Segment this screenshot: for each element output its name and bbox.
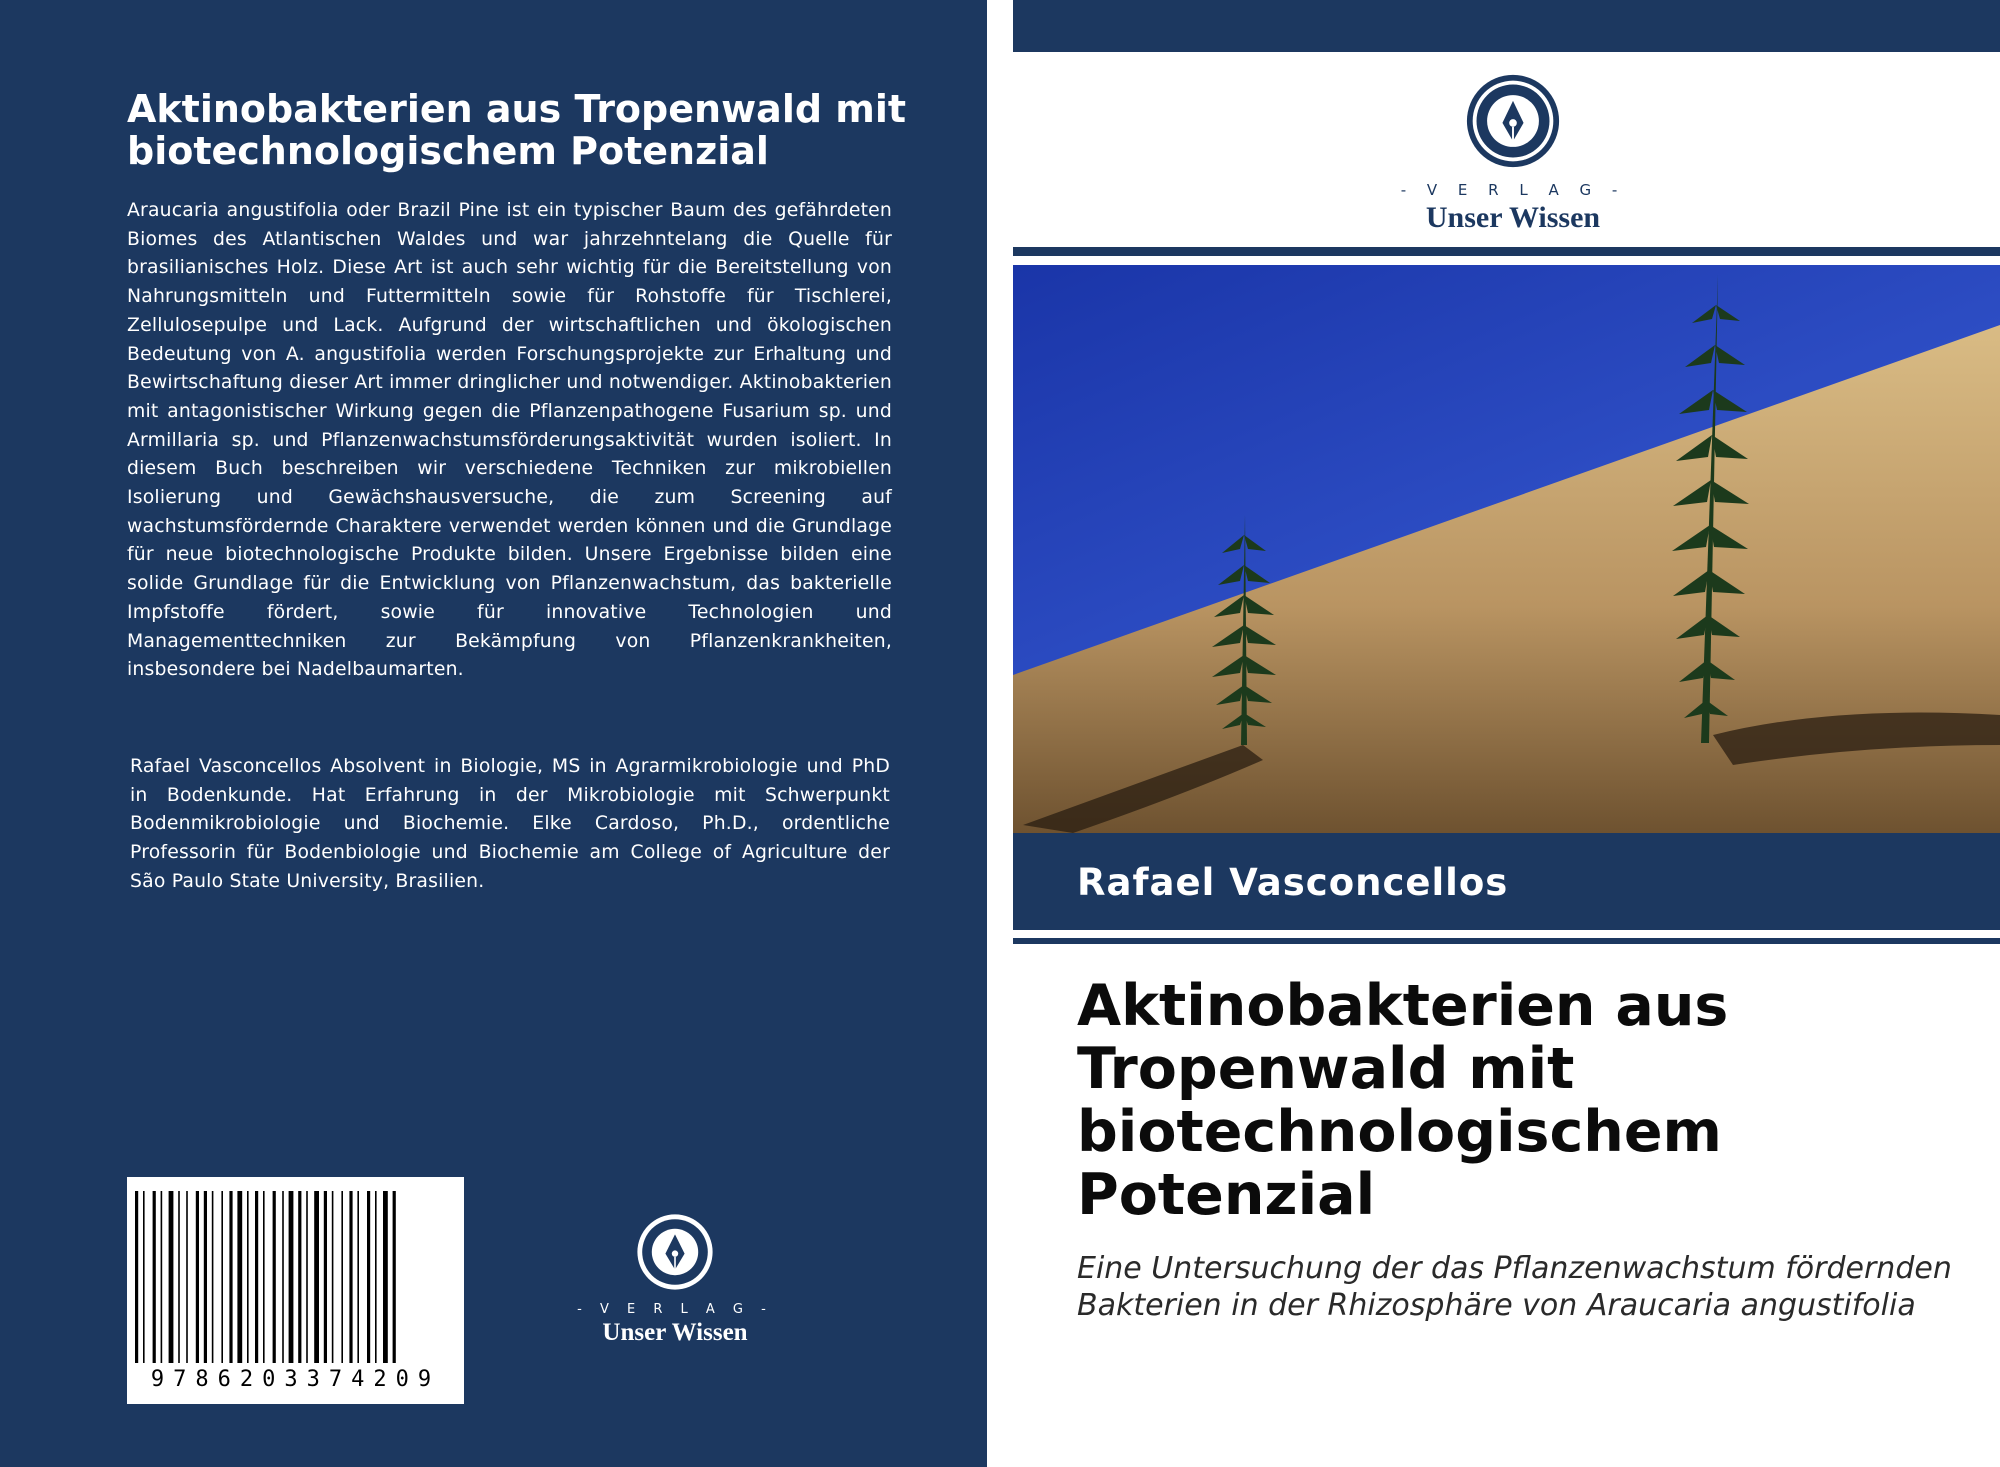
isbn-digits: 9786203374209 [150,1367,441,1392]
publisher-name: Unser Wissen [1425,201,1601,234]
isbn-barcode [127,1177,464,1404]
back-publisher-logo [575,1212,775,1347]
back-cover-title: Aktinobakterien aus Tropenwald mit biotechnologischem Potenzial [127,87,907,173]
book-subtitle: Eine Untersuchung der das Pflanzenwachstum fördernden Bakterien in der Rhizosphäre von Araucaria angustifolia [1077,1251,1952,1323]
verlag-label: - V E R L A G - [1400,181,1626,199]
top-rule [1013,247,2000,256]
front-cover [1013,0,2000,1467]
back-cover-blurb: Araucaria angustifolia oder Brazil Pine ist ein typischer Baum des gefährdeten Biomes des Atlantischen Waldes und war jahrzehntelang die Quelle für brasilianisches Holz. Diese Art ist auch sehr wichtig für die Bereitstellung von Nahrungsmitteln und Futtermitteln sowie für Rohstoffe für Tischlerei, Zellulosepulpe und Lack. Aufgrund der wirtschaftlichen und ökologischen Bedeutung von A. angustifolia werden Forschungsprojekte zur Erhaltung und Bewirtschaftung dieser Art immer dringlicher und notwendiger. Aktinobakterien mit antagonistischer Wirkung gegen die Pflanzenpathogene Fusarium sp. und Armillaria sp. und Pflanzenwachstumsförderungsaktivität wurden isoliert. In diesem Buch beschreiben wir verschiedene Techniken zur mikrobiellen Isolierung und Gewächshausversuche, die zum Screening auf wachstumsfördernde Charaktere verwendet werden können und die Grundlage für neue biotechnologische Produkte bilden. Unsere Ergebnisse bilden eine solide Grundlage für die Entwicklung von Pflanzenwachstum, das bakterielle Impfstoffe fördert, sowie für innovative Technologien und Managementtechniken zur Bekämpfung von Pflanzenkrankheiten, insbesondere bei Nadelbaumarten. [127,200,892,681]
verlag-label: - V E R L A G - [577,1302,773,1317]
barcode-bars [135,1191,453,1363]
author-bio: Rafael Vasconcellos Absolvent in Biologie, MS in Agrarmikrobiologie und PhD in Bodenkunde. Hat Erfahrung in der Mikrobiologie mit Schwerpunkt Bodenmikrobiologie und Biochemie. Elke Cardoso, Ph.D., ordentliche Professorin für Bodenbiologie und Biochemie am College of Agriculture der São Paulo State University, Brasilien. [130,756,890,892]
fountain-pen-seal-icon [1465,73,1561,169]
seedlings-in-sand-image [1013,265,2000,833]
publisher-name: Unser Wissen [602,1319,748,1346]
bottom-rule [1013,938,2000,944]
front-publisher-logo [1353,73,1673,235]
spine [987,0,1013,1467]
back-cover [0,0,987,1467]
author-band [1013,833,2000,930]
book-title: Aktinobakterien aus Tropenwald mit biotechnologischem Potenzial [1077,973,1729,1228]
front-top-bar [1013,0,2000,52]
author-name: Rafael Vasconcellos [1077,861,1509,904]
cover-photo [1013,265,2000,833]
fountain-pen-seal-icon [635,1212,715,1292]
